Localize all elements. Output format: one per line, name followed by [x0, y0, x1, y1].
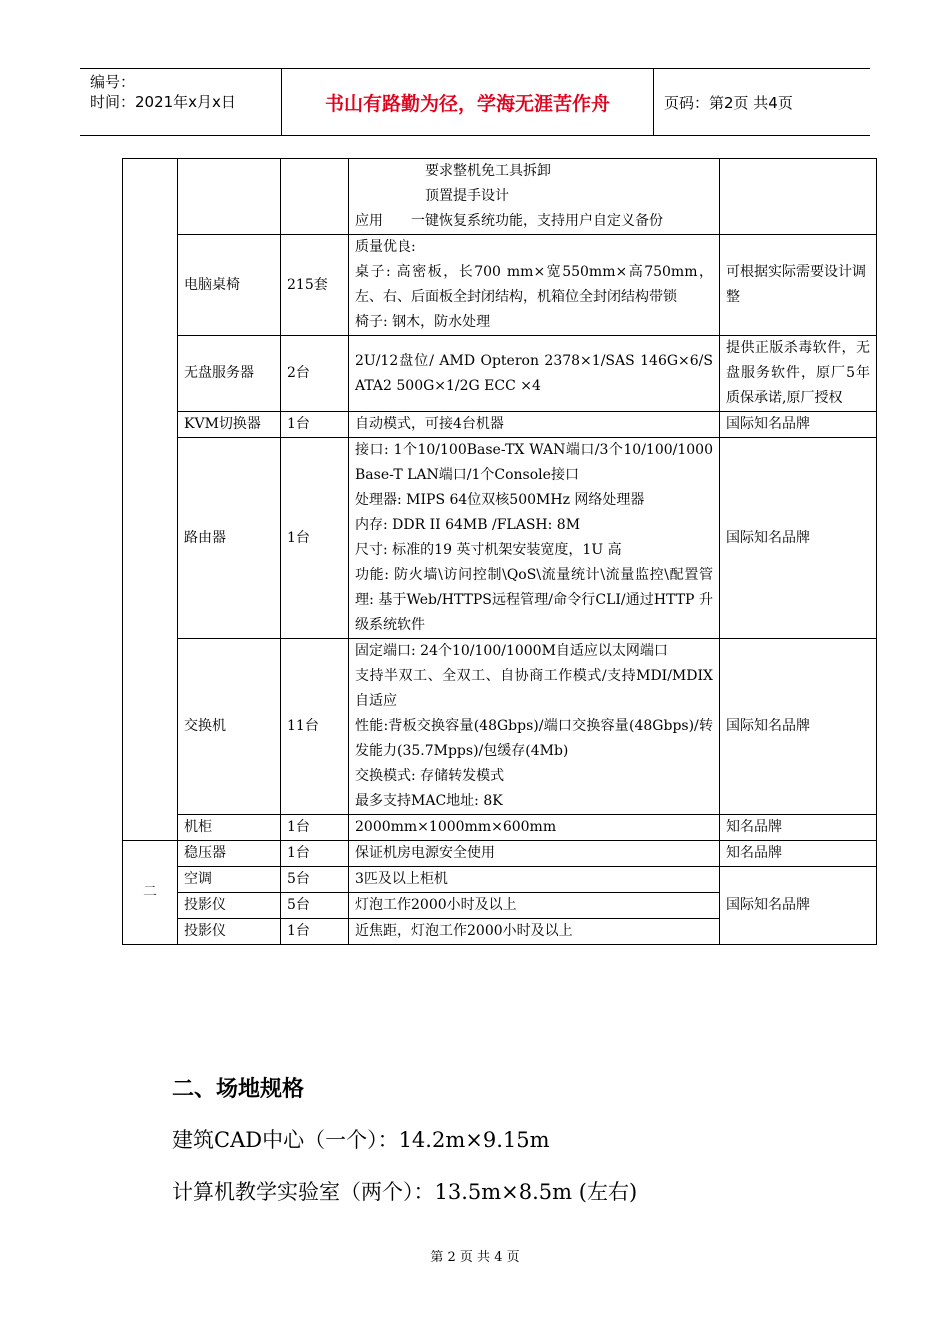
item-desc: [349, 159, 720, 235]
desc-line: 功能: 防火墙\访问控制\QoS\流量统计\流量监控\配置管理: 基于Web/HTTPS远程管理/命令行CLI/通过HTTP 升级系统软件: [355, 567, 713, 633]
site-spec-lab: 计算机教学实验室（两个）：13.5m×8.5m (左右): [172, 1180, 638, 1204]
item-desc: 近焦距，灯泡工作2000小时及以上: [349, 919, 720, 945]
item-desc: 自动模式，可接4台机器: [349, 412, 720, 438]
desc-line: 支持半双工、全双工、自协商工作模式/支持MDI/MDIX自适应: [355, 668, 713, 709]
item-name: 稳压器: [178, 841, 281, 867]
desc-line: 内存: DDR II 64MB /FLASH: 8M: [355, 517, 581, 533]
desc-app-text: 一键恢复系统功能，支持用户自定义备份: [411, 213, 663, 229]
item-name: 电脑桌椅: [178, 235, 281, 336]
desc-line: 质量优良:: [355, 239, 416, 255]
header-page-info: 页码：第2页 共4页: [664, 93, 793, 112]
item-note: 可根据实际需要设计调整: [720, 235, 877, 336]
table-row: [123, 336, 877, 412]
item-qty: 1台: [281, 919, 349, 945]
item-qty: 5台: [281, 893, 349, 919]
item-qty: 1台: [281, 412, 349, 438]
desc-line: 接口: 1个10/100Base-TX WAN端口/3个10/100/1000Base-T LAN端口/1个Console接口: [355, 442, 713, 483]
item-note: 国际知名品牌: [720, 639, 877, 815]
item-qty: 5台: [281, 867, 349, 893]
item-name: 无盘服务器: [178, 336, 281, 412]
table-row: [123, 159, 877, 235]
item-name: 投影仪: [178, 919, 281, 945]
item-name: 路由器: [178, 438, 281, 639]
equipment-table: [122, 158, 877, 945]
item-name: 空调: [178, 867, 281, 893]
item-desc: [349, 639, 720, 815]
table-row: [123, 412, 877, 438]
item-note: 提供正版杀毒软件，无盘服务软件，原厂5年质保承诺,原厂授权: [720, 336, 877, 412]
item-qty: [281, 159, 349, 235]
site-spec-cad: 建筑CAD中心（一个）：14.2m×9.15m: [172, 1128, 550, 1152]
group-label: 二: [123, 841, 178, 945]
item-desc: 保证机房电源安全使用: [349, 841, 720, 867]
item-note: 国际知名品牌: [720, 438, 877, 639]
header-motto: 书山有路勤为径，学海无涯苦作舟: [282, 69, 654, 135]
table-row: [123, 438, 877, 639]
desc-line: 桌子: 高密板，长700 mm×宽550mm×高750mm，左、右、后面板全封闭结构，机箱位全封闭结构带锁: [355, 264, 713, 305]
item-qty: 2台: [281, 336, 349, 412]
item-desc: 灯泡工作2000小时及以上: [349, 893, 720, 919]
item-note: 知名品牌: [720, 815, 877, 841]
desc-line: 处理器: MIPS 64位双核500MHz 网络处理器: [355, 492, 645, 508]
item-note: 国际知名品牌: [720, 867, 877, 945]
table-row: [123, 815, 877, 841]
desc-line: 要求整机免工具拆卸: [425, 163, 551, 179]
item-name: 机柜: [178, 815, 281, 841]
doc-date: 时间：2021年x月x日: [90, 93, 236, 111]
desc-line: [355, 209, 713, 234]
page-header: [80, 68, 870, 136]
item-qty: 1台: [281, 438, 349, 639]
item-note: [720, 159, 877, 235]
table-row: [123, 639, 877, 815]
item-desc: 2000mm×1000mm×600mm: [349, 815, 720, 841]
item-name: [178, 159, 281, 235]
desc-line: 性能:背板交换容量(48Gbps)/端口交换容量(48Gbps)/转发能力(35.7Mpps)/包缓存(4Mb): [355, 718, 713, 759]
header-meta: [80, 69, 282, 135]
item-desc: [349, 438, 720, 639]
desc-line: 固定端口: 24个10/100/1000M自适应以太网端口: [355, 643, 668, 659]
desc-line: 顶置提手设计: [425, 188, 509, 204]
table-row: [123, 841, 877, 867]
table-row: [123, 867, 877, 893]
desc-line: 尺寸: 标准的19 英寸机架安装宽度，1U 高: [355, 542, 622, 558]
table-row: [123, 235, 877, 336]
doc-number-label: 编号：: [90, 73, 136, 91]
item-name: KVM切换器: [178, 412, 281, 438]
page-footer: 第 2 页 共 4 页: [430, 1250, 520, 1265]
item-qty: 1台: [281, 841, 349, 867]
item-desc: 2U/12盘位/ AMD Opteron 2378×1/SAS 146G×6/SATA2 500G×1/2G ECC ×4: [349, 336, 720, 412]
desc-line: 交换模式: 存储转发模式: [355, 768, 505, 784]
item-desc: 3匹及以上柜机: [349, 867, 720, 893]
item-qty: 1台: [281, 815, 349, 841]
item-name: 交换机: [178, 639, 281, 815]
group-cell-1: [123, 159, 178, 841]
item-note: 知名品牌: [720, 841, 877, 867]
item-qty: 11台: [281, 639, 349, 815]
desc-line: 最多支持MAC地址: 8K: [355, 793, 503, 809]
desc-app-label: 应用: [355, 213, 383, 229]
desc-line: 椅子: 钢木，防水处理: [355, 314, 491, 330]
item-note: 国际知名品牌: [720, 412, 877, 438]
item-desc: [349, 235, 720, 336]
item-qty: 215套: [281, 235, 349, 336]
section-heading: 二、场地规格: [172, 1077, 305, 1102]
item-name: 投影仪: [178, 893, 281, 919]
